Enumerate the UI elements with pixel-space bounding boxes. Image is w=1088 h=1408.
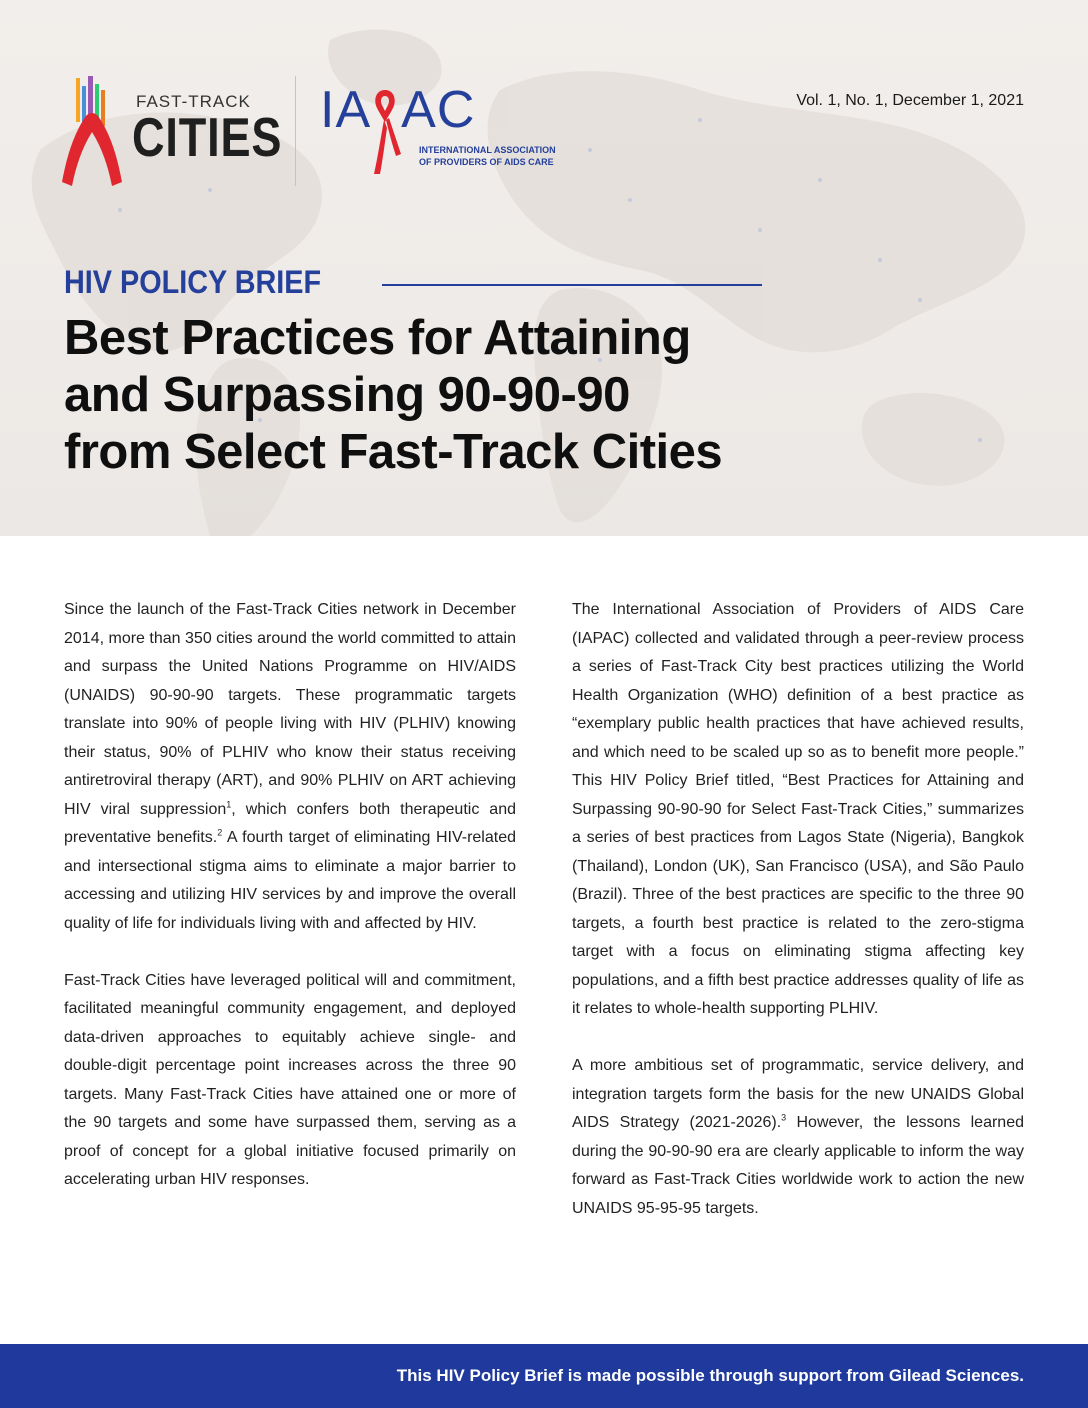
footnote-ref: 1 xyxy=(226,799,232,810)
paragraph-iapac-best-practices: The International Association of Providers of AIDS Care (IAPAC) collected and validated through a peer-review process a series of Fast-Track City best practices utilizing the World Health Organization (WHO) definition of a best practice as “exemplary public health practices that have achieved results, and which need to be scaled up so as to benefit more people.” This HIV Policy Brief titled, “Best Practices for Attaining and Surpassing 90-90-90 for Select Fast-Track Cities,” summarizes a series of best practices from Lagos State (Nigeria), Bangkok (Thailand), London (UK), San Francisco (USA), and São Paulo (Brazil). Three of the best practices are specific to the three 90 targets, a fourth best practice is related to the zero-stigma target with a focus on eliminating stigma affecting key populations, and a fifth best practice addresses quality of life as it relates to whole-health supporting PLHIV. xyxy=(572,601,1024,1017)
logo-cities-text: CITIES xyxy=(132,106,283,168)
logo-fast-track-text: FAST-TRACK xyxy=(136,92,251,111)
iapac-ribbon-icon xyxy=(368,86,402,176)
footer-bar xyxy=(0,1344,1088,1408)
footnote-ref: 3 xyxy=(781,1112,787,1123)
iapac-subtitle-line1: INTERNATIONAL ASSOCIATION xyxy=(419,145,556,155)
fast-track-cities-logo xyxy=(62,76,283,188)
title-line: from Select Fast-Track Cities xyxy=(64,425,723,479)
body-column-right xyxy=(572,596,1024,1252)
iapac-prefix: IA xyxy=(320,81,372,139)
footnote-ref: 2 xyxy=(217,827,223,838)
page-title xyxy=(64,310,824,481)
paragraph-intro: Since the launch of the Fast-Track Cities network in December 2014, more than 350 cities around the world committed to attain and surpass the United Nations Programme on HIV/AIDS (UNAIDS) 90-90-90 targets. These programmatic targets translate into 90% of people living with HIV (PLHIV) knowing their status, 90% of PLHIV who know their status receiving antiretroviral therapy (ART), and 90% PLHIV on ART achieving HIV viral suppression$^1$, which confers both therapeutic and preventative benefits.$^2$ A fourth target of eliminating HIV-related and intersectional stigma aims to eliminate a major barrier to accessing and utilizing HIV services by and improve the overall quality of life for individuals living with and affected by HIV. xyxy=(64,601,517,932)
paragraph-unaids-strategy: A more ambitious set of programmatic, service delivery, and integration targets form the basis for the new UNAIDS Global AIDS Strategy (2021-2026).$^3$ However, the lessons learned during the 90-90-90 era are clearly applicable to inform the way forward as Fast-Track Cities worldwide work to action the new UNAIDS 95-95-95 targets. xyxy=(572,1057,1024,1217)
iapac-suffix: AC xyxy=(401,81,476,139)
iapac-subtitle xyxy=(419,144,556,168)
hero-banner xyxy=(0,0,1088,536)
iapac-subtitle-line2: OF PROVIDERS OF AIDS CARE xyxy=(419,157,554,167)
logo-divider xyxy=(295,76,296,186)
title-line: and Surpassing 90-90-90 xyxy=(64,368,630,422)
title-line: Best Practices for Attaining xyxy=(64,311,691,365)
footer-sponsor-text: This HIV Policy Brief is made possible through support from Gilead Sciences. xyxy=(396,1366,1024,1385)
kicker-rule xyxy=(382,284,762,286)
iapac-logo xyxy=(320,81,570,179)
red-ribbon-skyline-icon xyxy=(62,76,124,188)
issue-info: Vol. 1, No. 1, December 1, 2021 xyxy=(796,92,1024,109)
body-column-left xyxy=(64,596,516,1223)
paragraph-fast-track-progress: Fast-Track Cities have leveraged political will and commitment, facilitated meaningful community engagement, and deployed data-driven approaches to equitably achieve single- and double-digit percentage point increases across the three 90 targets. Many Fast-Track Cities have attained one or more of the 90 targets and some have surpassed them, serving as a proof of concept for a global initiative focused primarily on accelerating urban HIV responses. xyxy=(64,971,516,1188)
policy-brief-label: HIV POLICY BRIEF xyxy=(64,264,322,300)
